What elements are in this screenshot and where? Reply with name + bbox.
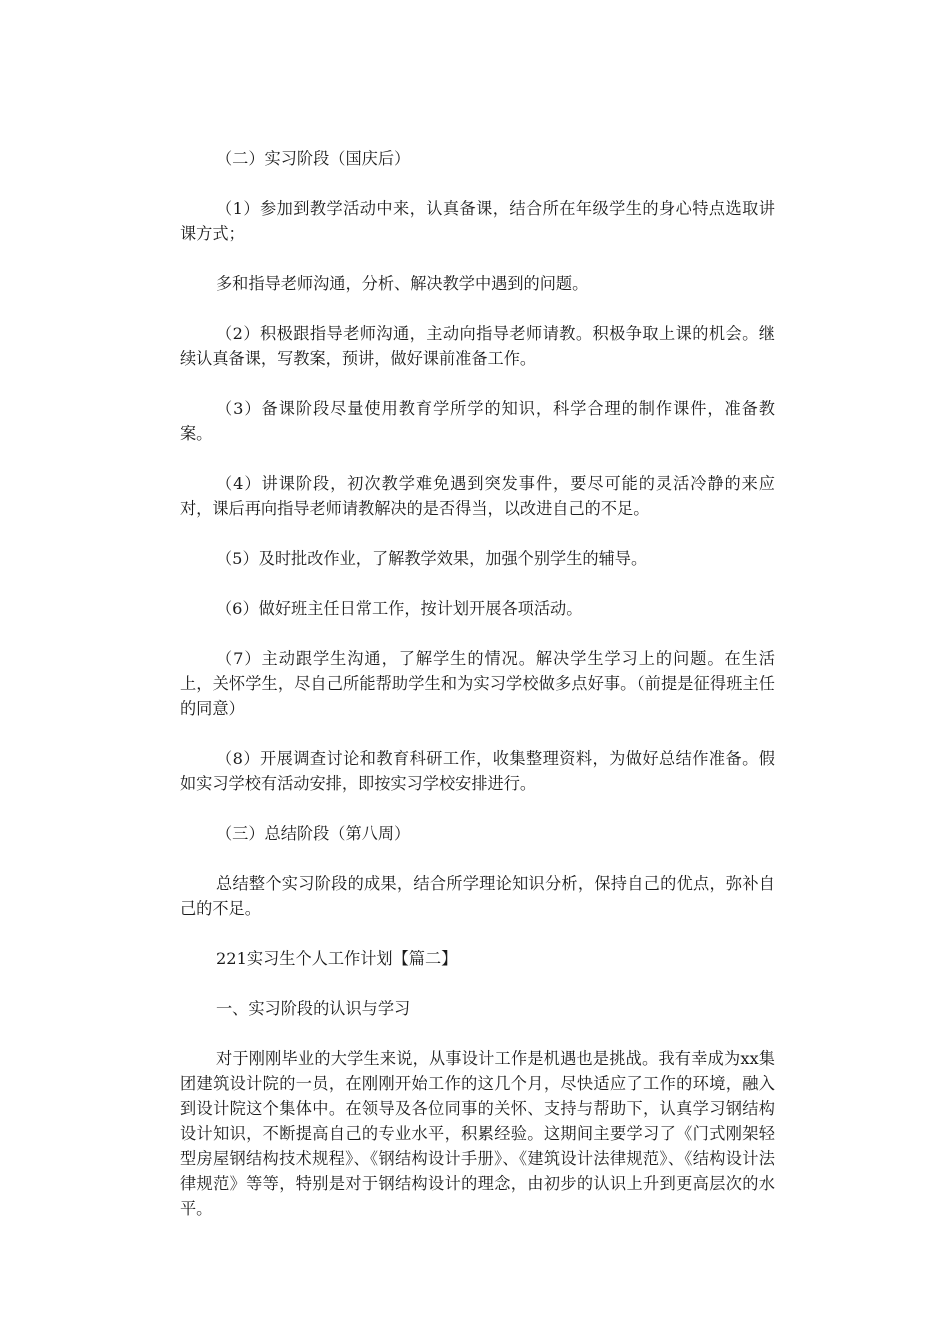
article-title-part-two: 221实习生个人工作计划【篇二】 — [216, 949, 458, 968]
paragraph-item-4: （4）讲课阶段，初次教学难免遇到突发事件，要尽可能的灵活冷静的来应对，课后再向指导老师请教解决的是否得当，以改进自己的不足。 — [180, 474, 775, 518]
paragraph-item-1: （1）参加到教学活动中来，认真备课，结合所在年级学生的身心特点选取讲课方式； — [180, 199, 775, 243]
section-heading-summary-stage: （三）总结阶段（第八周） — [216, 824, 411, 843]
paragraph-item-2: （2）积极跟指导老师沟通，主动向指导老师请教。积极争取上课的机会。继续认真备课，写教案，预讲，做好课前准备工作。 — [180, 324, 775, 368]
paragraph-item-8: （8）开展调查讨论和教育科研工作，收集整理资料，为做好总结作准备。假如实习学校有活动安排，即按实习学校安排进行。 — [180, 749, 775, 793]
paragraph-item-5: （5）及时批改作业，了解教学效果，加强个别学生的辅导。 — [216, 549, 648, 568]
paragraph-item-7: （7）主动跟学生沟通，了解学生的情况。解决学生学习上的问题。在生活上，关怀学生，尽自己所能帮助学生和为实习学校做多点好事。（前提是征得班主任的同意） — [180, 649, 775, 718]
paragraph-design-work: 对于刚刚毕业的大学生来说，从事设计工作是机遇也是挑战。我有幸成为xx集团建筑设计院的一员，在刚刚开始工作的这几个月，尽快适应了工作的环境，融入到设计院这个集体中。在领导及各位同事的关怀、支持与帮助下，认真学习钢结构设计知识，不断提高自己的专业水平，积累经验。这期间主要学习了《门式刚架轻型房屋钢结构技术规程》、《钢结构设计手册》、《建筑设计法律规范》、《结构设计法律规范》等等，特别是对于钢结构设计的理念，由初步的认识上升到更高层次的水平。 — [180, 1049, 775, 1218]
document-page — [180, 146, 775, 1221]
section-heading-learning: 一、实习阶段的认识与学习 — [216, 999, 411, 1018]
section-heading-internship-stage: （二）实习阶段（国庆后） — [216, 149, 411, 168]
paragraph-item-3: （3）备课阶段尽量使用教育学所学的知识，科学合理的制作课件，准备教案。 — [180, 399, 775, 443]
paragraph-summary: 总结整个实习阶段的成果，结合所学理论知识分析，保持自己的优点，弥补自己的不足。 — [180, 874, 775, 918]
paragraph-communicate: 多和指导老师沟通，分析、解决教学中遇到的问题。 — [216, 274, 589, 293]
paragraph-item-6: （6）做好班主任日常工作，按计划开展各项活动。 — [216, 599, 583, 618]
